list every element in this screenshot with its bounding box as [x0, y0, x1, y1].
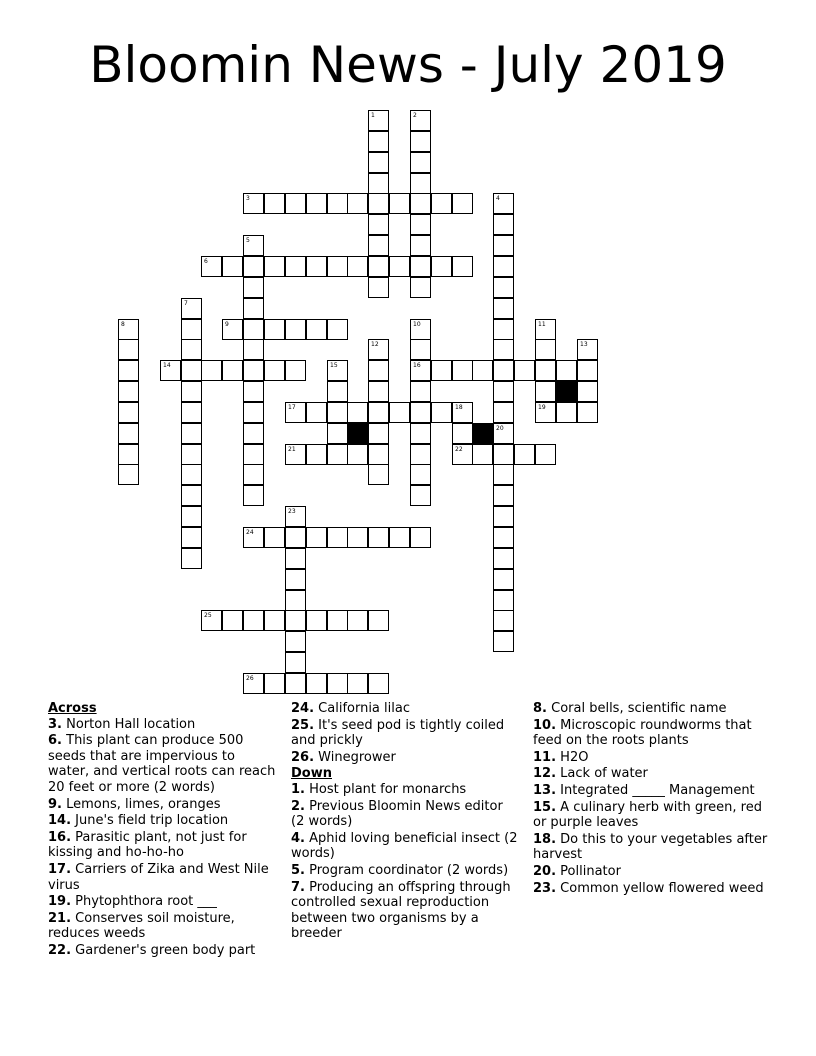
grid-cell[interactable] — [181, 464, 202, 485]
grid-cell[interactable] — [493, 298, 514, 319]
clue-text: Carriers of Zika and West Nile virus — [48, 861, 269, 893]
grid-cell[interactable] — [327, 402, 348, 423]
clue-item — [533, 701, 773, 717]
grid-cell[interactable] — [452, 360, 473, 381]
grid-cell[interactable] — [410, 193, 431, 214]
grid-cell[interactable] — [243, 444, 264, 465]
grid-cell[interactable] — [160, 360, 181, 381]
grid-cell[interactable] — [222, 360, 243, 381]
grid-cell[interactable] — [493, 423, 514, 444]
grid-cell[interactable] — [327, 444, 348, 465]
grid-cell[interactable] — [493, 360, 514, 381]
grid-number: 15 — [330, 362, 338, 369]
grid-number: 6 — [204, 258, 208, 265]
grid-cell[interactable] — [577, 339, 598, 360]
grid-cell[interactable] — [368, 673, 389, 694]
clue-text: It's seed pod is tightly coiled and prickly — [291, 717, 505, 749]
grid-cell[interactable] — [452, 193, 473, 214]
grid-cell[interactable] — [577, 360, 598, 381]
grid-cell[interactable] — [243, 360, 264, 381]
grid-cell[interactable] — [243, 277, 264, 298]
grid-cell[interactable] — [493, 319, 514, 340]
grid-cell[interactable] — [410, 214, 431, 235]
grid-cell[interactable] — [181, 548, 202, 569]
grid-cell[interactable] — [285, 256, 306, 277]
grid-cell[interactable] — [306, 256, 327, 277]
grid-number: 10 — [413, 321, 421, 328]
clue-item — [48, 943, 276, 959]
grid-cell[interactable] — [368, 277, 389, 298]
grid-cell[interactable] — [181, 381, 202, 402]
clue-number: 14. — [48, 813, 72, 829]
grid-number: 19 — [538, 404, 546, 411]
grid-cell[interactable] — [285, 631, 306, 652]
grid-number: 23 — [288, 508, 296, 515]
grid-cell[interactable] — [181, 360, 202, 381]
grid-cell[interactable] — [306, 444, 327, 465]
clue-number: 18. — [533, 831, 557, 847]
grid-cell[interactable] — [327, 319, 348, 340]
grid-cell[interactable] — [410, 402, 431, 423]
clue-number: 11. — [533, 749, 557, 765]
grid-cell[interactable] — [577, 381, 598, 402]
clue-item — [533, 718, 773, 749]
grid-number: 13 — [580, 341, 588, 348]
grid-cell[interactable] — [222, 319, 243, 340]
clue-number: 13. — [533, 782, 557, 798]
grid-cell[interactable] — [368, 444, 389, 465]
grid-cell[interactable] — [201, 610, 222, 631]
clue-number: 4. — [291, 830, 305, 846]
grid-cell[interactable] — [306, 402, 327, 423]
grid-cell[interactable] — [493, 277, 514, 298]
grid-number: 7 — [184, 300, 188, 307]
clue-item — [291, 831, 519, 862]
grid-cell[interactable] — [368, 339, 389, 360]
grid-cell[interactable] — [389, 527, 410, 548]
grid-cell[interactable] — [285, 444, 306, 465]
grid-cell[interactable] — [368, 235, 389, 256]
grid-cell[interactable] — [327, 360, 348, 381]
grid-cell[interactable] — [243, 610, 264, 631]
grid-cell[interactable] — [181, 319, 202, 340]
grid-cell[interactable] — [493, 527, 514, 548]
grid-cell[interactable] — [410, 339, 431, 360]
grid-number: 11 — [538, 321, 546, 328]
clue-text: Lack of water — [560, 766, 648, 782]
clue-text: A culinary herb with green, red or purple leaves — [533, 799, 762, 831]
grid-cell[interactable] — [118, 360, 139, 381]
grid-cell[interactable] — [181, 527, 202, 548]
grid-cell[interactable] — [493, 235, 514, 256]
grid-cell[interactable] — [368, 360, 389, 381]
grid-cell[interactable] — [306, 193, 327, 214]
grid-cell[interactable] — [493, 610, 514, 631]
grid-cell[interactable] — [285, 527, 306, 548]
grid-cell[interactable] — [181, 339, 202, 360]
clue-number: 19. — [48, 894, 72, 910]
grid-cell[interactable] — [368, 527, 389, 548]
grid-cell[interactable] — [493, 381, 514, 402]
clue-number: 10. — [533, 717, 557, 733]
grid-cell[interactable] — [472, 360, 493, 381]
grid-number: 9 — [225, 321, 229, 328]
grid-cell[interactable] — [535, 402, 556, 423]
grid-cell[interactable] — [493, 548, 514, 569]
clue-text: Pollinator — [560, 863, 621, 879]
grid-cell[interactable] — [347, 610, 368, 631]
clue-number: 25. — [291, 717, 315, 733]
grid-number: 16 — [413, 362, 421, 369]
grid-cell[interactable] — [556, 402, 577, 423]
grid-cell[interactable] — [118, 339, 139, 360]
clue-text: Common yellow flowered weed — [560, 880, 764, 896]
clue-item — [291, 863, 519, 879]
clues-column-2 — [291, 701, 519, 943]
grid-cell[interactable] — [389, 402, 410, 423]
grid-number: 17 — [288, 404, 296, 411]
grid-cell[interactable] — [535, 381, 556, 402]
grid-cell[interactable] — [431, 193, 452, 214]
clue-item — [533, 864, 773, 880]
clue-number: 17. — [48, 861, 72, 877]
clue-item — [48, 911, 276, 942]
grid-cell[interactable] — [285, 506, 306, 527]
grid-cell[interactable] — [327, 527, 348, 548]
down-heading: Down — [291, 766, 332, 782]
grid-cell[interactable] — [368, 110, 389, 131]
clue-number: 20. — [533, 863, 557, 879]
grid-cell[interactable] — [285, 652, 306, 673]
grid-cell[interactable] — [410, 444, 431, 465]
clue-number: 21. — [48, 910, 72, 926]
grid-cell[interactable] — [368, 173, 389, 194]
grid-cell[interactable] — [327, 381, 348, 402]
grid-cell[interactable] — [368, 256, 389, 277]
grid-cell[interactable] — [368, 152, 389, 173]
grid-cell[interactable] — [243, 381, 264, 402]
grid-cell[interactable] — [306, 319, 327, 340]
clue-number: 23. — [533, 880, 557, 896]
grid-number: 8 — [121, 321, 125, 328]
grid-cell[interactable] — [368, 214, 389, 235]
grid-number: 4 — [496, 195, 500, 202]
clue-number: 22. — [48, 942, 72, 958]
clue-item — [291, 782, 519, 798]
grid-cell[interactable] — [243, 485, 264, 506]
page-title: Bloomin News - July 2019 — [89, 36, 727, 94]
grid-cell[interactable] — [410, 464, 431, 485]
grid-cell[interactable] — [264, 527, 285, 548]
grid-cell[interactable] — [368, 402, 389, 423]
grid-cell[interactable] — [118, 464, 139, 485]
grid-number: 18 — [455, 404, 463, 411]
clue-text: H2O — [560, 749, 589, 765]
grid-cell[interactable] — [514, 360, 535, 381]
clue-text: Norton Hall location — [66, 716, 196, 732]
grid-cell[interactable] — [285, 319, 306, 340]
grid-cell[interactable] — [410, 235, 431, 256]
grid-cell[interactable] — [327, 610, 348, 631]
clues-column-1 — [48, 701, 276, 960]
grid-cell[interactable] — [410, 277, 431, 298]
grid-cell[interactable] — [493, 256, 514, 277]
grid-cell[interactable] — [243, 235, 264, 256]
grid-cell[interactable] — [285, 590, 306, 611]
grid-cell[interactable] — [368, 610, 389, 631]
grid-cell[interactable] — [535, 360, 556, 381]
clue-item — [291, 880, 519, 942]
grid-cell[interactable] — [368, 193, 389, 214]
grid-cell[interactable] — [243, 319, 264, 340]
clue-number: 15. — [533, 799, 557, 815]
grid-cell[interactable] — [243, 464, 264, 485]
clue-number: 9. — [48, 796, 62, 812]
grid-cell[interactable] — [285, 569, 306, 590]
clue-number: 3. — [48, 716, 62, 732]
grid-cell[interactable] — [285, 360, 306, 381]
grid-cell[interactable] — [472, 444, 493, 465]
grid-number: 14 — [163, 362, 171, 369]
grid-cell[interactable] — [181, 485, 202, 506]
grid-cell[interactable] — [264, 673, 285, 694]
grid-number: 2 — [413, 112, 417, 119]
clue-item — [291, 799, 519, 830]
grid-number: 22 — [455, 446, 463, 453]
grid-cell[interactable] — [243, 193, 264, 214]
clue-text: Lemons, limes, oranges — [66, 796, 221, 812]
grid-number: 12 — [371, 341, 379, 348]
grid-cell[interactable] — [243, 527, 264, 548]
grid-cell[interactable] — [347, 444, 368, 465]
grid-cell[interactable] — [347, 673, 368, 694]
grid-cell[interactable] — [181, 444, 202, 465]
grid-cell[interactable] — [493, 464, 514, 485]
clue-number: 6. — [48, 733, 62, 749]
grid-cell[interactable] — [243, 298, 264, 319]
clue-number: 12. — [533, 766, 557, 782]
clue-item — [48, 733, 276, 795]
clue-text: Program coordinator (2 words) — [309, 862, 509, 878]
clue-item — [48, 797, 276, 813]
clue-number: 26. — [291, 749, 315, 765]
clue-number: 5. — [291, 862, 305, 878]
clue-item — [48, 862, 276, 893]
grid-cell[interactable] — [181, 423, 202, 444]
grid-cell[interactable] — [264, 360, 285, 381]
grid-cell[interactable] — [493, 402, 514, 423]
grid-cell[interactable] — [535, 339, 556, 360]
grid-cell[interactable] — [493, 444, 514, 465]
grid-cell[interactable] — [222, 610, 243, 631]
grid-cell[interactable] — [452, 444, 473, 465]
grid-cell[interactable] — [243, 402, 264, 423]
grid-cell[interactable] — [181, 506, 202, 527]
grid-cell[interactable] — [410, 110, 431, 131]
grid-cell[interactable] — [306, 673, 327, 694]
clue-item — [533, 832, 773, 863]
clue-number: 8. — [533, 701, 547, 716]
clue-number: 2. — [291, 798, 305, 814]
grid-cell[interactable] — [431, 402, 452, 423]
grid-cell[interactable] — [201, 256, 222, 277]
grid-cell[interactable] — [535, 444, 556, 465]
clue-text: Conserves soil moisture, reduces weeds — [48, 910, 235, 942]
grid-cell[interactable] — [493, 214, 514, 235]
grid-cell[interactable] — [577, 402, 598, 423]
clue-text: Integrated _____ Management — [560, 782, 755, 798]
grid-cell[interactable] — [452, 423, 473, 444]
grid-cell[interactable] — [452, 402, 473, 423]
grid-cell[interactable] — [118, 402, 139, 423]
grid-cell[interactable] — [368, 464, 389, 485]
grid-cell[interactable] — [118, 381, 139, 402]
grid-cell[interactable] — [347, 402, 368, 423]
grid-cell[interactable] — [264, 319, 285, 340]
grid-cell[interactable] — [327, 423, 348, 444]
grid-cell[interactable] — [264, 256, 285, 277]
clue-text: Producing an offspring through controlled sexual reproduction between two organisms by a breeder — [291, 879, 511, 942]
grid-cell[interactable] — [201, 360, 222, 381]
grid-cell[interactable] — [264, 193, 285, 214]
grid-cell[interactable] — [410, 319, 431, 340]
grid-cell[interactable] — [493, 569, 514, 590]
grid-cell[interactable] — [410, 173, 431, 194]
clue-text: Aphid loving beneficial insect (2 words) — [291, 830, 518, 862]
grid-cell[interactable] — [327, 193, 348, 214]
grid-cell[interactable] — [556, 360, 577, 381]
clue-text: Host plant for monarchs — [309, 781, 467, 797]
grid-cell[interactable] — [410, 256, 431, 277]
clue-text: Microscopic roundworms that feed on the roots plants — [533, 717, 752, 749]
grid-cell[interactable] — [389, 193, 410, 214]
grid-number: 21 — [288, 446, 296, 453]
grid-cell[interactable] — [368, 423, 389, 444]
clue-item — [533, 881, 773, 897]
grid-cell[interactable] — [181, 402, 202, 423]
grid-black-cell — [472, 423, 493, 444]
clue-text: Coral bells, scientific name — [551, 701, 727, 716]
grid-number: 26 — [246, 675, 254, 682]
grid-cell[interactable] — [118, 423, 139, 444]
grid-cell[interactable] — [410, 423, 431, 444]
clue-text: Phytophthora root ___ — [75, 894, 217, 910]
grid-cell[interactable] — [493, 590, 514, 611]
across-heading: Across — [48, 701, 97, 716]
grid-number: 24 — [246, 529, 254, 536]
clue-number: 7. — [291, 879, 305, 895]
grid-cell[interactable] — [493, 506, 514, 527]
clues-column-3 — [533, 701, 773, 897]
grid-cell[interactable] — [431, 360, 452, 381]
clue-item — [533, 800, 773, 831]
grid-cell[interactable] — [493, 339, 514, 360]
grid-cell[interactable] — [431, 256, 452, 277]
grid-cell[interactable] — [264, 610, 285, 631]
clue-item — [291, 718, 519, 749]
grid-cell[interactable] — [347, 527, 368, 548]
clue-text: Previous Bloomin News editor (2 words) — [291, 798, 503, 830]
grid-cell[interactable] — [222, 256, 243, 277]
grid-cell[interactable] — [306, 527, 327, 548]
grid-cell[interactable] — [493, 193, 514, 214]
clue-text: Gardener's green body part — [75, 942, 256, 958]
grid-cell[interactable] — [243, 256, 264, 277]
grid-number: 20 — [496, 425, 504, 432]
grid-cell[interactable] — [118, 319, 139, 340]
grid-cell[interactable] — [389, 256, 410, 277]
grid-cell[interactable] — [410, 381, 431, 402]
grid-cell[interactable] — [243, 673, 264, 694]
clue-text: California lilac — [318, 701, 410, 716]
grid-number: 25 — [204, 612, 212, 619]
grid-cell[interactable] — [535, 319, 556, 340]
grid-number: 3 — [246, 195, 250, 202]
grid-number: 1 — [371, 112, 375, 119]
grid-cell[interactable] — [243, 423, 264, 444]
grid-black-cell — [347, 423, 368, 444]
grid-cell[interactable] — [493, 485, 514, 506]
clue-item — [291, 701, 519, 717]
grid-cell[interactable] — [347, 193, 368, 214]
grid-cell[interactable] — [181, 298, 202, 319]
grid-cell[interactable] — [514, 444, 535, 465]
clue-number: 16. — [48, 829, 72, 845]
grid-cell[interactable] — [410, 152, 431, 173]
grid-number: 5 — [246, 237, 250, 244]
grid-cell[interactable] — [452, 256, 473, 277]
clue-item — [48, 830, 276, 861]
clue-item — [291, 750, 519, 766]
clue-item — [533, 783, 773, 799]
clue-text: This plant can produce 500 seeds that are impervious to water, and vertical roots can reach 20 feet or more (2 words) — [48, 733, 276, 795]
clue-text: Winegrower — [318, 749, 396, 765]
grid-cell[interactable] — [368, 131, 389, 152]
grid-cell[interactable] — [410, 131, 431, 152]
grid-cell[interactable] — [410, 485, 431, 506]
grid-cell[interactable] — [410, 527, 431, 548]
clue-item — [48, 717, 276, 733]
grid-black-cell — [556, 381, 577, 402]
clue-item — [533, 766, 773, 782]
clue-item — [48, 894, 276, 910]
clue-text: Do this to your vegetables after harvest — [533, 831, 768, 863]
grid-cell[interactable] — [243, 339, 264, 360]
grid-cell[interactable] — [285, 548, 306, 569]
grid-cell[interactable] — [347, 256, 368, 277]
grid-cell[interactable] — [493, 631, 514, 652]
grid-cell[interactable] — [327, 256, 348, 277]
grid-cell[interactable] — [118, 444, 139, 465]
grid-cell[interactable] — [285, 193, 306, 214]
clue-item — [533, 750, 773, 766]
grid-cell[interactable] — [285, 610, 306, 631]
clue-text: Parasitic plant, not just for kissing and ho-ho-ho — [48, 829, 247, 861]
clue-number: 1. — [291, 781, 305, 797]
grid-cell[interactable] — [306, 610, 327, 631]
grid-cell[interactable] — [285, 402, 306, 423]
grid-cell[interactable] — [285, 673, 306, 694]
grid-cell[interactable] — [327, 673, 348, 694]
clue-text: June's field trip location — [75, 813, 229, 829]
grid-cell[interactable] — [368, 381, 389, 402]
clue-number: 24. — [291, 701, 315, 716]
grid-cell[interactable] — [410, 360, 431, 381]
clue-item — [48, 813, 276, 829]
